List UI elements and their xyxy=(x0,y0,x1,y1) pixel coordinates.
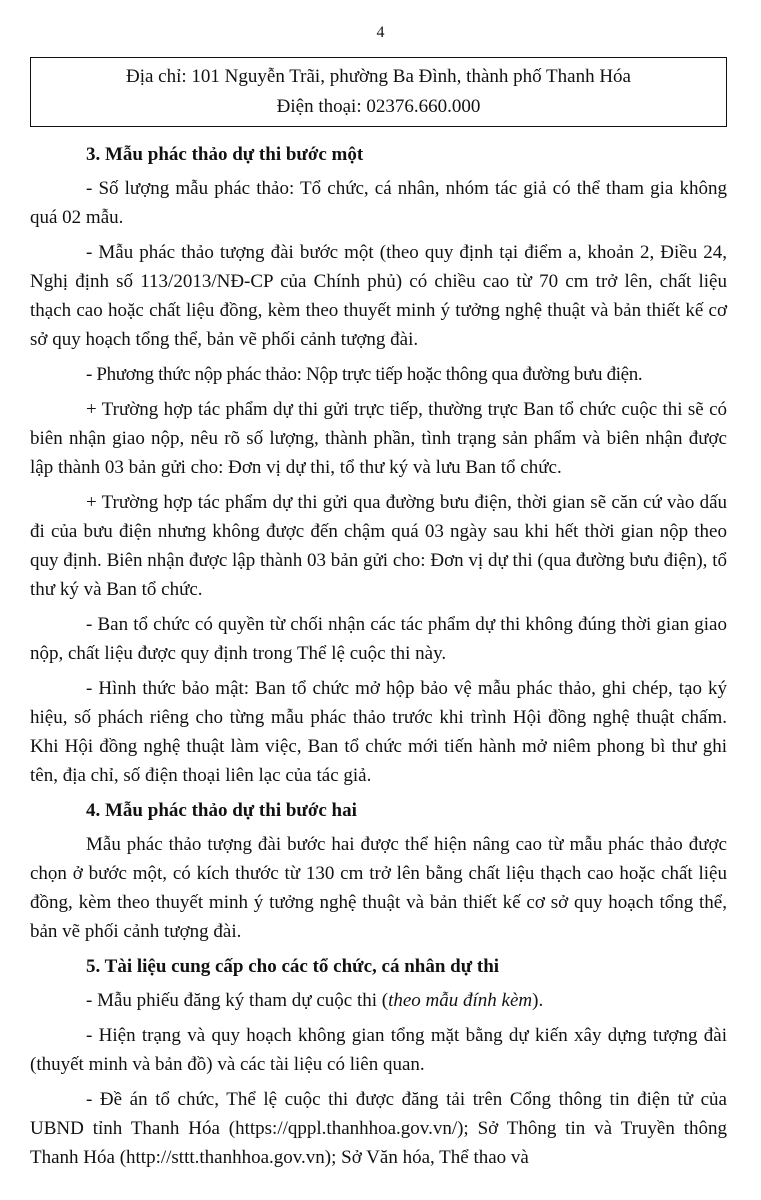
section-3-paragraph: - Số lượng mẫu phác thảo: Tổ chức, cá nhân, nhóm tác giả có thể tham gia không quá 02 mẫu. xyxy=(30,178,727,228)
section-3-paragraph: + Trường hợp tác phẩm dự thi gửi trực tiếp, thường trực Ban tổ chức cuộc thi sẽ có biên nhận giao nộp, nêu rõ số lượng, thành phần, tình trạng sản phẩm và biên nhận được lập thành 03 bản gửi cho: Đơn vị dự thi, tổ thư ký và lưu Ban tổ chức. xyxy=(30,399,727,478)
text-span: ). xyxy=(532,990,544,1011)
section-3-heading: 3. Mẫu phác thảo dự thi bước một xyxy=(86,144,364,165)
address-line: Địa chỉ: 101 Nguyễn Trãi, phường Ba Đình, thành phố Thanh Hóa xyxy=(126,66,631,87)
text-span: - Mẫu phiếu đăng ký tham dự cuộc thi ( xyxy=(86,990,389,1011)
section-3-paragraph: - Phương thức nộp phác thảo: Nộp trực tiếp hoặc thông qua đường bưu điện. xyxy=(86,364,643,385)
section-3-paragraph: - Hình thức bảo mật: Ban tổ chức mở hộp bảo vệ mẫu phác thảo, ghi chép, tạo ký hiệu, số phách riêng cho từng mẫu phác thảo trước khi trình Hội đồng nghệ thuật chấm. Khi Hội đồng nghệ thuật làm việc, Ban tổ chức mới tiến hành mở niêm phong bì thư ghi tên, địa chỉ, số điện thoại liên lạc của tác giả. xyxy=(30,678,727,786)
section-4-heading: 4. Mẫu phác thảo dự thi bước hai xyxy=(86,800,357,821)
section-3-paragraph: + Trường hợp tác phẩm dự thi gửi qua đường bưu điện, thời gian sẽ căn cứ vào dấu đi của bưu điện nhưng không được đến chậm quá 03 ngày sau khi hết thời gian nộp theo quy định. Biên nhận được lập thành 03 bản gửi cho: Đơn vị dự thi (qua đường bưu điện), tổ thư ký và Ban tổ chức. xyxy=(30,492,727,600)
address-box xyxy=(30,57,727,127)
section-5-paragraph: - Đề án tổ chức, Thể lệ cuộc thi được đăng tải trên Cổng thông tin điện tử của UBND tỉnh Thanh Hóa (https://qppl.thanhhoa.gov.vn/); Sở Thông tin và Truyền thông Thanh Hóa (http://sttt.thanhhoa.gov.vn); Sở Văn hóa, Thể thao và xyxy=(30,1089,727,1168)
document-body xyxy=(30,140,727,1178)
section-4-paragraph: Mẫu phác thảo tượng đài bước hai được thể hiện nâng cao từ mẫu phác thảo được chọn ở bước một, có kích thước từ 130 cm trở lên bằng chất liệu thạch cao hoặc chất liệu đồng, kèm theo thuyết minh ý tưởng nghệ thuật và bản thiết kế cơ sở quy hoạch tổng thể, bản vẽ phối cảnh tượng đài. xyxy=(30,834,727,942)
section-3-paragraph: - Mẫu phác thảo tượng đài bước một (theo quy định tại điểm a, khoản 2, Điều 24, Nghị định số 113/2013/NĐ-CP của Chính phủ) có chiều cao từ 70 cm trở lên, chất liệu thạch cao hoặc chất liệu đồng, kèm theo thuyết minh ý tưởng nghệ thuật và bản thiết kế cơ sở quy hoạch tổng thể, bản vẽ phối cảnh tượng đài. xyxy=(30,242,727,350)
section-5-heading: 5. Tài liệu cung cấp cho các tổ chức, cá nhân dự thi xyxy=(86,956,500,977)
section-3-paragraph: - Ban tổ chức có quyền từ chối nhận các tác phẩm dự thi không đúng thời gian giao nộp, chất liệu được quy định trong Thể lệ cuộc thi này. xyxy=(30,614,727,664)
section-5-paragraph xyxy=(30,986,727,1015)
italic-text: theo mẫu đính kèm xyxy=(388,990,533,1011)
section-5-paragraph: - Hiện trạng và quy hoạch không gian tổng mặt bằng dự kiến xây dựng tượng đài (thuyết minh và bản đồ) và các tài liệu có liên quan. xyxy=(30,1025,727,1075)
page-number: 4 xyxy=(376,24,385,41)
phone-line: Điện thoại: 02376.660.000 xyxy=(276,96,481,117)
